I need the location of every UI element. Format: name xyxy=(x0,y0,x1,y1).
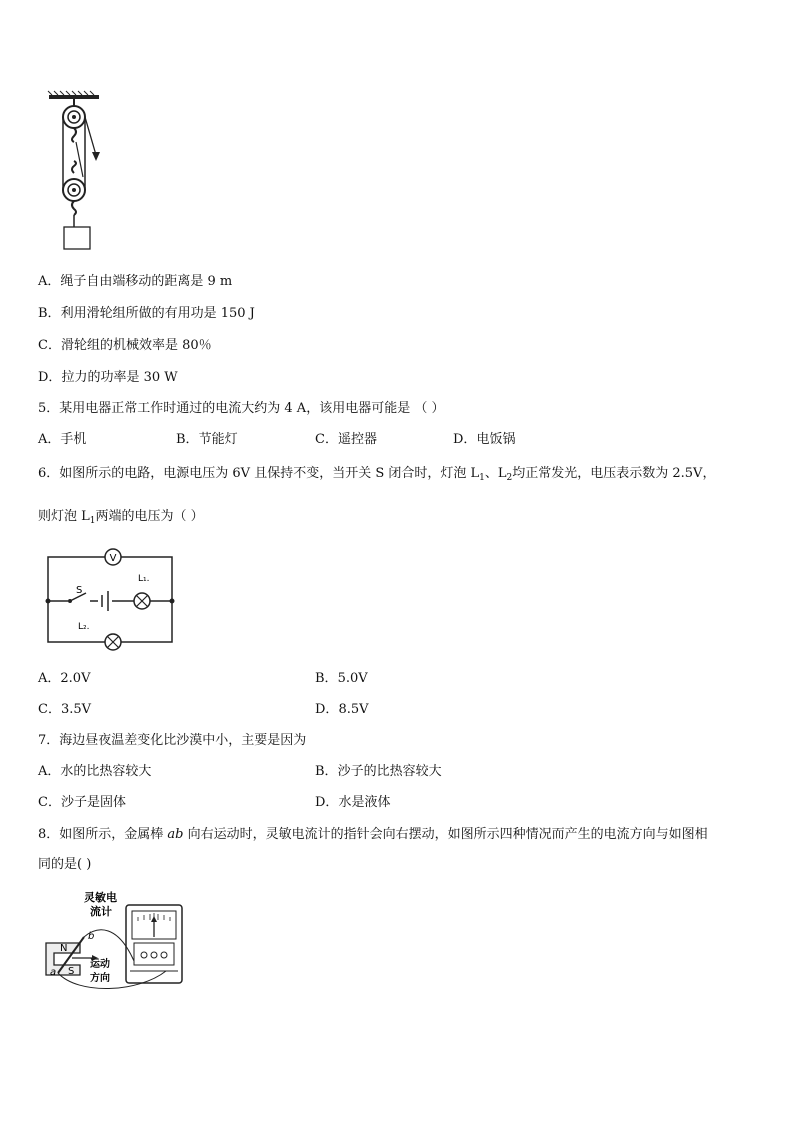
q7-option-b: B．沙子的比热容较大 xyxy=(315,764,442,779)
q4-option-b: B．利用滑轮组所做的有用功是 150 J xyxy=(38,306,255,321)
q8-stem-line1: 8．如图所示，金属棒 ab 向右运动时，灵敏电流计的指针会向右摆动，如图所示四种情况而产生的电流方向与如图相 xyxy=(38,827,708,842)
q7-stem: 7．海边昼夜温差变化比沙漠中小，主要是因为 xyxy=(38,733,307,748)
q5-stem: 5．某用电器正常工作时通过的电流大约为 4 A，该用电器可能是 （ ） xyxy=(38,401,445,416)
q4-option-d: D．拉力的功率是 30 W xyxy=(38,370,178,385)
pulley-figure xyxy=(44,95,104,255)
q8-stem-line2: 同的是( ) xyxy=(38,857,92,872)
q5-option-d: D．电饭锅 xyxy=(453,432,516,447)
q6-option-a: A．2.0V xyxy=(38,671,91,686)
q5-option-a: A．手机 xyxy=(38,432,87,447)
q4-option-a: A．绳子自由端移动的距离是 9 m xyxy=(38,274,233,289)
motion-label-1: 运动 xyxy=(90,959,110,970)
q6-option-c: C．3.5V xyxy=(38,702,92,717)
q7-option-d: D．水是液体 xyxy=(315,795,391,810)
q6-stem-line1: 6．如图所示的电路，电源电压为 6V 且保持不变，当开关 S 闭合时，灯泡 $L_1$、$L_2$均正常发光，电压表示数为 2.5V， xyxy=(38,466,716,483)
rod-end-a: a xyxy=(50,967,57,978)
q5-option-c: C．遥控器 xyxy=(315,432,377,447)
q7-option-a: A．水的比热容较大 xyxy=(38,764,152,779)
induction-figure xyxy=(38,885,188,995)
south-label: S xyxy=(68,966,75,977)
rod-end-b: b xyxy=(88,931,95,942)
q5-option-b: B．节能灯 xyxy=(176,432,238,447)
circuit-diagram xyxy=(40,545,180,655)
lamp1-label: L₁. xyxy=(138,574,150,584)
voltmeter-label: V xyxy=(109,553,117,564)
q7-option-c: C．沙子是固体 xyxy=(38,795,126,810)
galvanometer-label-2: 流计 xyxy=(90,905,112,918)
motion-label-2: 方向 xyxy=(90,973,110,984)
switch-label: S xyxy=(76,585,83,596)
north-label: N xyxy=(60,943,68,954)
lamp2-label: L₂. xyxy=(78,622,90,632)
q6-stem-line2: 则灯泡 $L_1$两端的电压为（ ） xyxy=(38,509,204,526)
q4-option-c: C．滑轮组的机械效率是 80％ xyxy=(38,338,212,353)
galvanometer-label-1: 灵敏电 xyxy=(84,891,117,904)
q6-option-d: D．8.5V xyxy=(315,702,369,717)
q6-option-b: B．5.0V xyxy=(315,671,368,686)
